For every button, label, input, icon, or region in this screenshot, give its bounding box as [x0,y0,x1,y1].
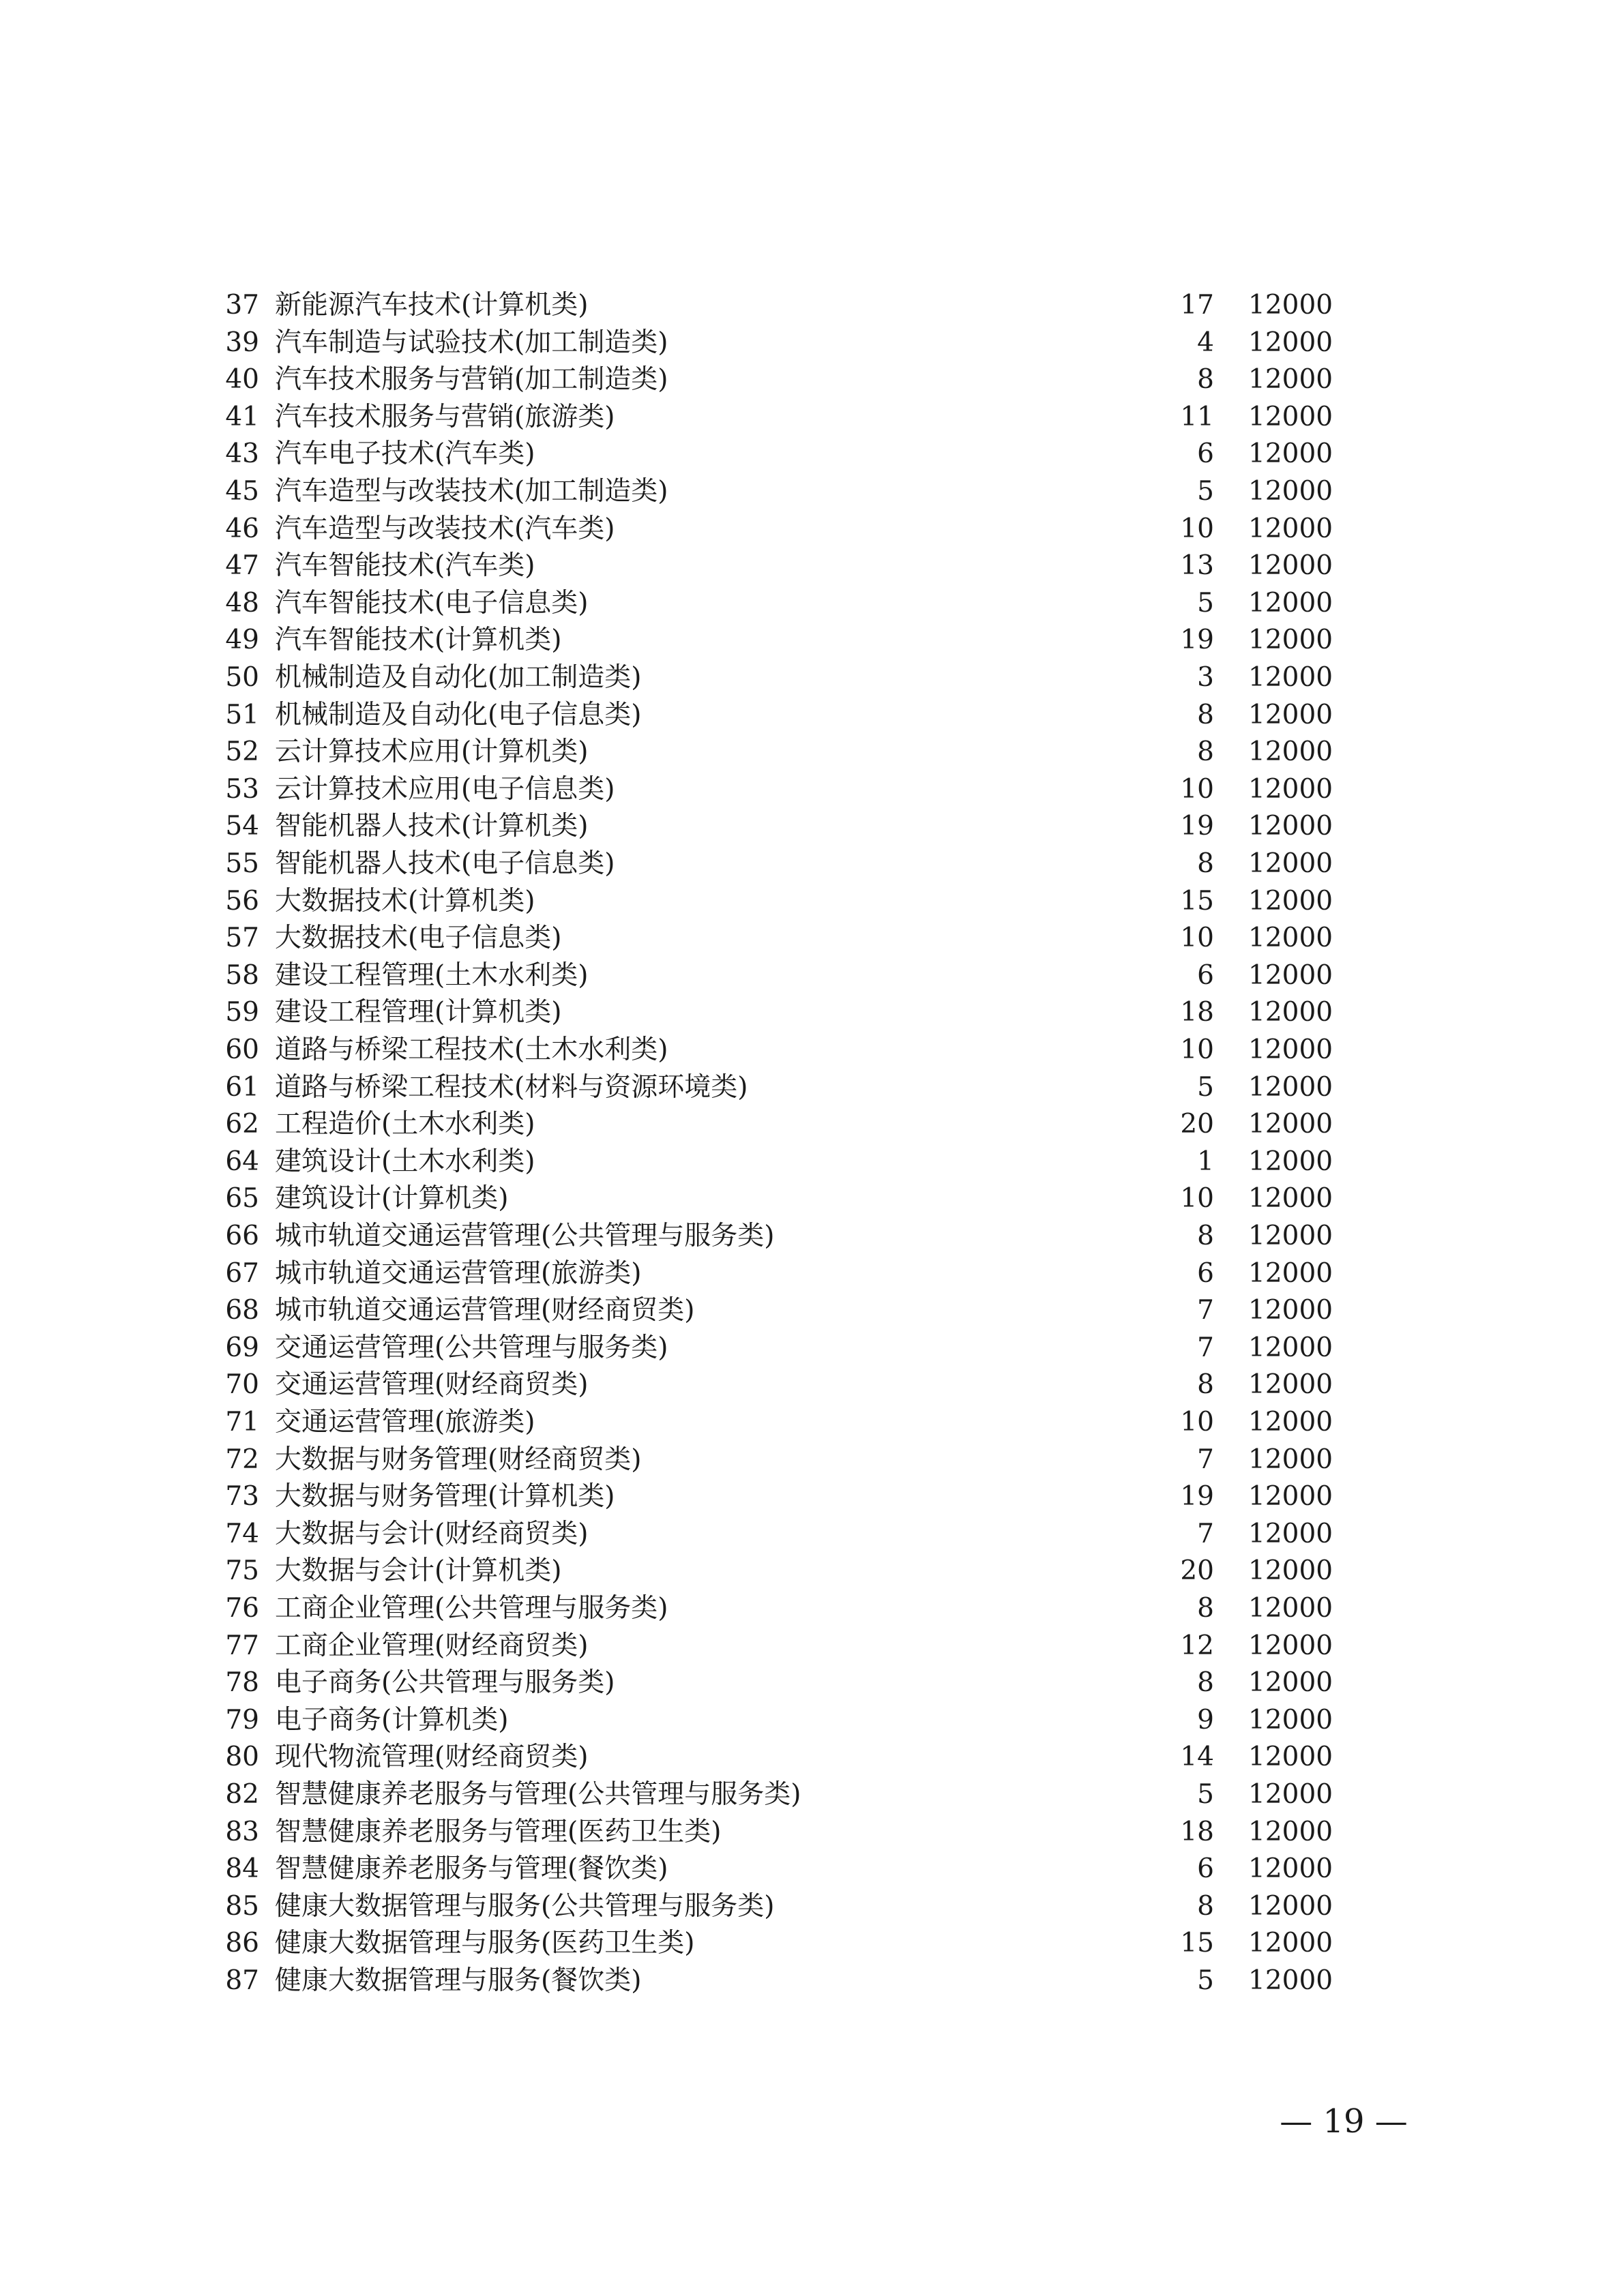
row-number: 46 [225,513,259,544]
tuition-fee: 12000 [1248,1369,1333,1401]
tuition-fee: 12000 [1248,587,1333,618]
row-number: 86 [225,1928,259,1959]
tuition-fee: 12000 [1248,1555,1333,1587]
table-row [0,1814,1624,1851]
row-number: 59 [225,997,259,1028]
table-row [0,287,1624,324]
row-number: 71 [225,1407,259,1437]
row-number: 80 [225,1742,259,1773]
row-number: 82 [225,1779,259,1810]
tuition-fee: 12000 [1248,1071,1333,1103]
major-name: 交通运营管理(财经商贸类) [275,1369,589,1401]
row-number: 74 [225,1518,259,1549]
enrollment-count: 10 [1180,1183,1214,1214]
tuition-fee: 12000 [1248,1742,1333,1773]
table-row [0,883,1624,920]
table-row [0,622,1624,659]
table-row [0,957,1624,994]
enrollment-count: 10 [1180,513,1214,544]
enrollment-count: 18 [1180,1816,1214,1847]
tuition-fee: 12000 [1248,1965,1333,1996]
table-row [0,846,1624,882]
table-row [0,1218,1624,1255]
table-row [0,436,1624,473]
enrollment-count: 10 [1180,773,1214,805]
tuition-fee: 12000 [1248,736,1333,768]
tuition-fee: 12000 [1248,773,1333,805]
major-name: 现代物流管理(财经商贸类) [275,1742,589,1773]
tuition-fee: 12000 [1248,811,1333,842]
tuition-fee: 12000 [1248,1593,1333,1624]
major-name: 建设工程管理(土木水利类) [275,959,589,991]
enrollment-count: 8 [1197,699,1214,730]
enrollment-count: 10 [1180,1407,1214,1437]
major-name: 云计算技术应用(电子信息类) [275,773,615,805]
tuition-fee: 12000 [1248,1667,1333,1699]
table-row [0,1255,1624,1292]
enrollment-count: 15 [1180,1928,1214,1959]
table-row [0,1516,1624,1553]
enrollment-count: 5 [1197,1071,1214,1103]
row-number: 68 [225,1295,259,1326]
table-row [0,1553,1624,1590]
tuition-fee: 12000 [1248,1704,1333,1735]
tuition-fee: 12000 [1248,327,1333,358]
table-row [0,1702,1624,1739]
major-name: 城市轨道交通运营管理(财经商贸类) [275,1295,695,1326]
major-name: 汽车电子技术(汽车类) [275,438,535,470]
tuition-fee: 12000 [1248,290,1333,320]
enrollment-count: 19 [1180,811,1214,842]
row-number: 85 [225,1890,259,1922]
enrollment-count: 10 [1180,1034,1214,1065]
major-name: 汽车技术服务与营销(加工制造类) [275,364,668,396]
table-row [0,473,1624,510]
major-name: 汽车智能技术(电子信息类) [275,587,589,618]
major-name: 云计算技术应用(计算机类) [275,736,589,768]
row-number: 87 [225,1965,259,1996]
major-name: 智能机器人技术(计算机类) [275,811,589,842]
table-row [0,1851,1624,1888]
tuition-fee: 12000 [1248,1853,1333,1885]
major-name: 智能机器人技术(电子信息类) [275,848,615,879]
row-number: 41 [225,401,259,432]
major-name: 汽车造型与改装技术(汽车类) [275,513,615,544]
enrollment-count: 5 [1197,476,1214,507]
tuition-fee: 12000 [1248,959,1333,991]
major-name: 汽车智能技术(汽车类) [275,550,535,582]
enrollment-count: 6 [1197,438,1214,470]
tuition-fee: 12000 [1248,1481,1333,1512]
row-number: 58 [225,959,259,991]
tuition-fee: 12000 [1248,1034,1333,1065]
row-number: 52 [225,736,259,768]
table-row [0,1590,1624,1627]
tuition-fee: 12000 [1248,1890,1333,1922]
table-row [0,734,1624,771]
major-name: 大数据技术(计算机类) [275,885,535,916]
enrollment-count: 8 [1197,1369,1214,1401]
row-number: 78 [225,1667,259,1699]
enrollment-count: 20 [1180,1109,1214,1140]
major-name: 道路与桥梁工程技术(材料与资源环境类) [275,1071,748,1103]
major-name: 大数据与财务管理(计算机类) [275,1481,615,1512]
major-name: 建设工程管理(计算机类) [275,997,562,1028]
major-name: 智慧健康养老服务与管理(医药卫生类) [275,1816,722,1847]
table-row [0,585,1624,622]
table-row [0,1180,1624,1217]
tuition-fee: 12000 [1248,550,1333,582]
enrollment-count: 1 [1197,1146,1214,1177]
enrollment-count: 8 [1197,848,1214,879]
table-row [0,771,1624,808]
tuition-fee: 12000 [1248,1444,1333,1475]
major-name: 汽车造型与改装技术(加工制造类) [275,476,668,507]
tuition-fee: 12000 [1248,1816,1333,1847]
row-number: 65 [225,1183,259,1214]
row-number: 49 [225,625,259,656]
table-row [0,1739,1624,1776]
row-number: 79 [225,1704,259,1735]
major-name: 汽车智能技术(计算机类) [275,625,562,656]
table-row [0,1106,1624,1143]
enrollment-count: 7 [1197,1332,1214,1363]
major-name: 工商企业管理(财经商贸类) [275,1630,589,1661]
page-number: — 19 — [1280,2102,1408,2141]
tuition-fee: 12000 [1248,1221,1333,1251]
table-row [0,325,1624,361]
tuition-fee: 12000 [1248,997,1333,1028]
tuition-fee: 12000 [1248,662,1333,693]
major-name: 智慧健康养老服务与管理(公共管理与服务类) [275,1779,801,1810]
tuition-fee: 12000 [1248,848,1333,879]
tuition-fee: 12000 [1248,476,1333,507]
row-number: 56 [225,885,259,916]
table-row [0,808,1624,845]
row-number: 77 [225,1630,259,1661]
tuition-fee: 12000 [1248,1779,1333,1810]
tuition-fee: 12000 [1248,885,1333,916]
major-name: 电子商务(公共管理与服务类) [275,1667,615,1699]
major-name: 健康大数据管理与服务(餐饮类) [275,1965,642,1996]
row-number: 50 [225,662,259,693]
enrollment-count: 12 [1180,1630,1214,1661]
major-name: 大数据与财务管理(财经商贸类) [275,1444,642,1475]
enrollment-count: 7 [1197,1444,1214,1475]
major-name: 电子商务(计算机类) [275,1704,509,1735]
row-number: 66 [225,1221,259,1251]
tuition-fee: 12000 [1248,1109,1333,1140]
row-number: 39 [225,327,259,358]
row-number: 54 [225,811,259,842]
row-number: 64 [225,1146,259,1177]
major-name: 交通运营管理(公共管理与服务类) [275,1332,668,1363]
major-name: 大数据与会计(计算机类) [275,1555,562,1587]
table-row [0,1888,1624,1925]
enrollment-count: 15 [1180,885,1214,916]
major-name: 健康大数据管理与服务(医药卫生类) [275,1928,695,1959]
enrollment-count: 9 [1197,1704,1214,1735]
enrollment-count: 8 [1197,736,1214,768]
row-number: 67 [225,1257,259,1289]
tuition-fee: 12000 [1248,1928,1333,1959]
tuition-fee: 12000 [1248,1518,1333,1549]
table-row [0,1442,1624,1478]
tuition-fee: 12000 [1248,1146,1333,1177]
tuition-fee: 12000 [1248,699,1333,730]
enrollment-count: 5 [1197,587,1214,618]
table-row [0,1069,1624,1106]
row-number: 73 [225,1481,259,1512]
row-number: 61 [225,1071,259,1103]
major-name: 新能源汽车技术(计算机类) [275,290,589,320]
major-name: 机械制造及自动化(电子信息类) [275,699,642,730]
tuition-fee: 12000 [1248,1257,1333,1289]
tuition-fee: 12000 [1248,1295,1333,1326]
enrollment-count: 5 [1197,1779,1214,1810]
enrollment-count: 20 [1180,1555,1214,1587]
major-name: 工程造价(土木水利类) [275,1109,535,1140]
enrollment-count: 17 [1180,290,1214,320]
row-number: 48 [225,587,259,618]
tuition-fee: 12000 [1248,513,1333,544]
enrollment-count: 6 [1197,959,1214,991]
table-row [0,361,1624,398]
row-number: 37 [225,290,259,320]
table-row [0,659,1624,696]
tuition-fee: 12000 [1248,364,1333,396]
enrollment-count: 8 [1197,1593,1214,1624]
enrollment-count: 11 [1180,401,1214,432]
tuition-fee: 12000 [1248,1183,1333,1214]
table-row [0,548,1624,584]
tuition-fee: 12000 [1248,923,1333,954]
table-row [0,1144,1624,1180]
table-row [0,920,1624,957]
major-name: 工商企业管理(公共管理与服务类) [275,1593,668,1624]
enrollment-count: 19 [1180,625,1214,656]
table-row [0,1330,1624,1367]
table-row [0,1404,1624,1441]
row-number: 53 [225,773,259,805]
tuition-fee: 12000 [1248,438,1333,470]
tuition-fee: 12000 [1248,1630,1333,1661]
enrollment-count: 7 [1197,1295,1214,1326]
enrollment-count: 14 [1180,1742,1214,1773]
table-row [0,1925,1624,1962]
major-name: 建筑设计(土木水利类) [275,1146,535,1177]
row-number: 40 [225,364,259,396]
tuition-fee: 12000 [1248,401,1333,432]
enrollment-count: 7 [1197,1518,1214,1549]
table-row [0,1292,1624,1329]
row-number: 75 [225,1555,259,1587]
row-number: 57 [225,923,259,954]
major-name: 大数据技术(电子信息类) [275,923,562,954]
major-name: 建筑设计(计算机类) [275,1183,509,1214]
row-number: 45 [225,476,259,507]
enrollment-count: 3 [1197,662,1214,693]
row-number: 51 [225,699,259,730]
major-name: 交通运营管理(旅游类) [275,1407,535,1437]
table-row [0,1776,1624,1813]
table-row [0,1665,1624,1701]
enrollment-count: 10 [1180,923,1214,954]
tuition-fee: 12000 [1248,1407,1333,1437]
table-row [0,399,1624,436]
row-number: 72 [225,1444,259,1475]
row-number: 43 [225,438,259,470]
major-name: 道路与桥梁工程技术(土木水利类) [275,1034,668,1065]
major-name: 健康大数据管理与服务(公共管理与服务类) [275,1890,775,1922]
enrollment-count: 19 [1180,1481,1214,1512]
major-name: 城市轨道交通运营管理(旅游类) [275,1257,642,1289]
tuition-fee: 12000 [1248,625,1333,656]
table-row [0,697,1624,734]
major-name: 汽车技术服务与营销(旅游类) [275,401,615,432]
enrollment-count: 4 [1197,327,1214,358]
table-row [0,1628,1624,1665]
major-name: 机械制造及自动化(加工制造类) [275,662,642,693]
tuition-fee: 12000 [1248,1332,1333,1363]
major-name: 城市轨道交通运营管理(公共管理与服务类) [275,1221,775,1251]
enrollment-count: 18 [1180,997,1214,1028]
major-name: 智慧健康养老服务与管理(餐饮类) [275,1853,668,1885]
table-row [0,511,1624,548]
enrollment-count: 13 [1180,550,1214,582]
row-number: 60 [225,1034,259,1065]
enrollment-count: 8 [1197,1667,1214,1699]
enrollment-count: 8 [1197,1890,1214,1922]
enrollment-count: 6 [1197,1257,1214,1289]
table-row [0,1963,1624,1999]
row-number: 55 [225,848,259,879]
row-number: 84 [225,1853,259,1885]
enrollment-count: 8 [1197,364,1214,396]
table-row [0,994,1624,1031]
row-number: 76 [225,1593,259,1624]
row-number: 62 [225,1109,259,1140]
table-row [0,1478,1624,1515]
enrollment-count: 6 [1197,1853,1214,1885]
major-name: 大数据与会计(财经商贸类) [275,1518,589,1549]
enrollment-count: 5 [1197,1965,1214,1996]
row-number: 69 [225,1332,259,1363]
table-row [0,1367,1624,1403]
row-number: 70 [225,1369,259,1401]
row-number: 47 [225,550,259,582]
row-number: 83 [225,1816,259,1847]
table-row [0,1032,1624,1069]
major-name: 汽车制造与试验技术(加工制造类) [275,327,668,358]
enrollment-count: 8 [1197,1221,1214,1251]
